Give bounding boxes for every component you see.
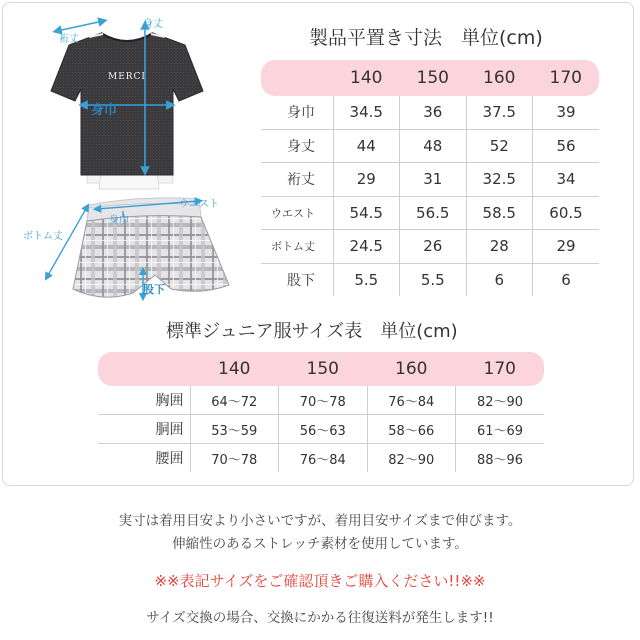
row-label: ボトム丈 xyxy=(261,230,333,264)
table-cell: 88〜96 xyxy=(456,444,545,473)
row-label: 裄丈 xyxy=(261,163,333,197)
table-row xyxy=(261,263,599,296)
table-cell: 6 xyxy=(466,263,533,296)
column-header: 160 xyxy=(367,352,456,386)
size-chart-card xyxy=(2,2,634,486)
table-cell: 28 xyxy=(466,230,533,264)
standard-size-table xyxy=(98,352,544,472)
garment-drawing xyxy=(3,3,243,303)
table-cell: 26 xyxy=(400,230,467,264)
row-label: ウエスト xyxy=(261,196,333,230)
table-row xyxy=(98,386,544,415)
table-row xyxy=(98,444,544,473)
row-label: 胴囲 xyxy=(98,415,190,444)
row-label: 身巾 xyxy=(261,96,333,129)
table-cell: 70〜78 xyxy=(279,386,368,415)
table-cell: 6 xyxy=(533,263,600,296)
table-cell: 29 xyxy=(333,163,400,197)
table-cell: 56〜63 xyxy=(279,415,368,444)
row-label: 股下 xyxy=(287,272,315,289)
column-header: 160 xyxy=(466,60,533,96)
table-header-row xyxy=(261,60,599,96)
table-row xyxy=(261,129,599,163)
sleeve-label: 裄丈 xyxy=(59,34,79,45)
garment-illustration xyxy=(3,3,243,303)
table-row xyxy=(261,196,599,230)
table-cell: 37.5 xyxy=(466,96,533,129)
table-cell: 24.5 xyxy=(333,230,400,264)
header-blank xyxy=(261,60,333,96)
inseam-label: 股下 xyxy=(143,283,165,296)
table-cell: 39 xyxy=(533,96,600,129)
shirt-print-text: MERCI xyxy=(107,72,147,82)
table-cell: 29 xyxy=(533,230,600,264)
column-header: 150 xyxy=(400,60,467,96)
table-row xyxy=(98,415,544,444)
table-cell: 56 xyxy=(533,129,600,163)
row-label: 身丈 xyxy=(261,129,333,163)
table-cell: 5.5 xyxy=(333,263,400,296)
table-cell: 76〜84 xyxy=(367,386,456,415)
table-cell: 76〜84 xyxy=(279,444,368,473)
note-material: 伸縮性のあるストレッチ素材を使用しています。 xyxy=(172,536,468,552)
table-cell: 31 xyxy=(400,163,467,197)
table-cell: 36 xyxy=(400,96,467,129)
chest-label: 身巾 xyxy=(91,103,118,118)
table-cell: 52 xyxy=(466,129,533,163)
bottom-width-label: 身巾 xyxy=(109,215,129,226)
flat-table-title: 製品平置き寸法 単位(cm) xyxy=(309,27,543,49)
column-header: 140 xyxy=(333,60,400,96)
table-row xyxy=(261,163,599,197)
warning-note: ※※表記サイズをご確認頂きご購入ください!!※※ xyxy=(154,572,486,590)
column-header: 150 xyxy=(279,352,368,386)
table-row xyxy=(261,96,599,129)
waist-label: ウエスト xyxy=(179,199,219,210)
table-cell: 34.5 xyxy=(333,96,400,129)
table-cell: 58.5 xyxy=(466,196,533,230)
table-cell: 34 xyxy=(533,163,600,197)
table-row xyxy=(261,230,599,264)
standard-table-title: 標準ジュニア服サイズ表 単位(cm) xyxy=(166,321,458,342)
table-cell: 58〜66 xyxy=(367,415,456,444)
header-blank xyxy=(98,352,190,386)
table-cell: 56.5 xyxy=(400,196,467,230)
column-header: 170 xyxy=(456,352,545,386)
bottom-length-label: ボトム丈 xyxy=(23,231,63,242)
table-cell: 32.5 xyxy=(466,163,533,197)
table-cell: 70〜78 xyxy=(190,444,279,473)
table-cell: 48 xyxy=(400,129,467,163)
note-exchange: サイズ交換の場合、交換にかかる往復送料が発生します!! xyxy=(146,610,494,626)
table-cell: 53〜59 xyxy=(190,415,279,444)
row-label: 胸囲 xyxy=(98,386,190,415)
note-stretch: 実寸は着用目安より小さいですが、着用目安サイズまで伸びます。 xyxy=(118,513,522,529)
table-cell: 82〜90 xyxy=(367,444,456,473)
column-header: 170 xyxy=(533,60,600,96)
table-cell: 60.5 xyxy=(533,196,600,230)
table-cell: 44 xyxy=(333,129,400,163)
column-header: 140 xyxy=(190,352,279,386)
table-header-row xyxy=(98,352,544,386)
tshirt-shape xyxy=(51,33,203,175)
flat-measurement-table xyxy=(261,60,599,296)
table-cell: 64〜72 xyxy=(190,386,279,415)
table-cell: 54.5 xyxy=(333,196,400,230)
table-cell: 61〜69 xyxy=(456,415,545,444)
table-cell: 5.5 xyxy=(400,263,467,296)
table-cell: 82〜90 xyxy=(456,386,545,415)
row-label: 腰囲 xyxy=(155,451,184,467)
length-label: 身丈 xyxy=(143,19,163,30)
